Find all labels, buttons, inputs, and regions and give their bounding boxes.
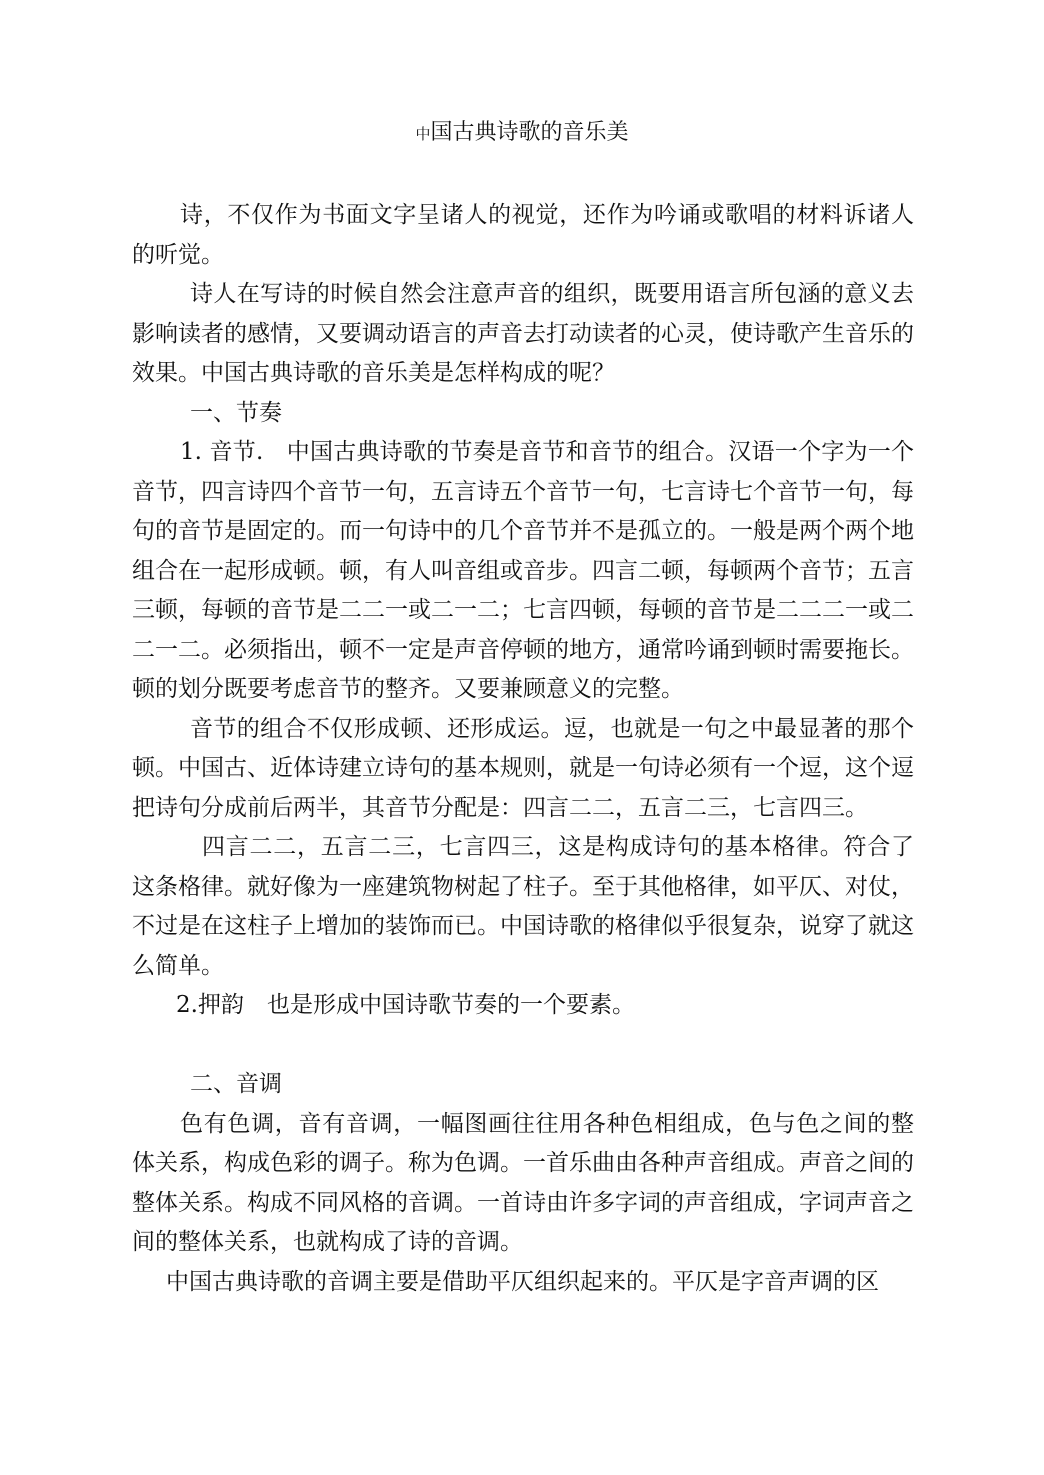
document-title	[0, 118, 1044, 149]
section-heading-tone: 二、音调	[190, 1071, 282, 1097]
title-prefix: 中	[415, 125, 431, 143]
paragraph-dou: 音节的组合不仅形成顿、还形成运。逗，也就是一句之中最显著的那个顿。中国古、近体诗建立诗句的基本规则，就是一句诗必须有一个逗，这个逗把诗句分成前后两半，其音节分配是：四言二二，五言二三，七言四三。	[132, 715, 914, 821]
section-heading-rhythm: 一、节奏	[190, 399, 282, 426]
paragraph-intro: 诗，不仅作为书面文字呈诸人的视觉，还作为吟诵或歌唱的材料诉诸人的听觉。	[132, 202, 914, 268]
paragraph-gap	[132, 1026, 914, 1066]
paragraph-meter-rules: 四言二二，五言二三，七言四三，这是构成诗句的基本格律。符合了这条格律。就好像为一座建筑物树起了柱子。至于其他格律，如平仄、对仗，不过是在这柱子上增加的装饰而已。中国诗歌的格律似乎很复杂，说穿了就这么简单。	[132, 834, 914, 979]
paragraph-pingze: 中国古典诗歌的音调主要是借助平仄组织起来的。平仄是字音声调的区	[166, 1268, 879, 1295]
title-main: 国古典诗歌的音乐美	[430, 120, 629, 145]
paragraph-syllables: 1. 音节. 中国古典诗歌的节奏是音节和音节的组合。汉语一个字为一个音节，四言诗四个音节一句，五言诗五个音节一句，七言诗七个音节一句，每句的音节是固定的。而一句诗中的几个音节并不是孤立的。一般是两个两个地组合在一起形成顿。顿，有人叫音组或音步。四言二顿，每顿两个音节；五言三顿，每顿的音节是二二一或二一二；七言四顿，每顿的音节是二二二一或二二一二。必须指出，顿不一定是声音停顿的地方，通常吟诵到顿时需要拖长。顿的划分既要考虑音节的整齐。又要兼顾意义的完整。	[132, 439, 914, 702]
paragraph-rhyme: 2.押韵 也是形成中国诗歌节奏的一个要素。	[176, 992, 635, 1018]
paragraph-poet-sound: 诗人在写诗的时候自然会注意声音的组织，既要用语言所包涵的意义去影响读者的感情，又要调动语言的声音去打动读者的心灵，使诗歌产生音乐的效果。中国古典诗歌的音乐美是怎样构成的呢？	[132, 281, 914, 386]
paragraph-tone-analogy: 色有色调，音有音调，一幅图画往往用各种色相组成，色与色之间的整体关系，构成色彩的调子。称为色调。一首乐曲由各种声音组成。声音之间的整体关系。构成不同风格的音调。一首诗由许多字词的声音组成，字词声音之间的整体关系，也就构成了诗的音调。	[132, 1110, 914, 1255]
document-body	[132, 196, 914, 1302]
